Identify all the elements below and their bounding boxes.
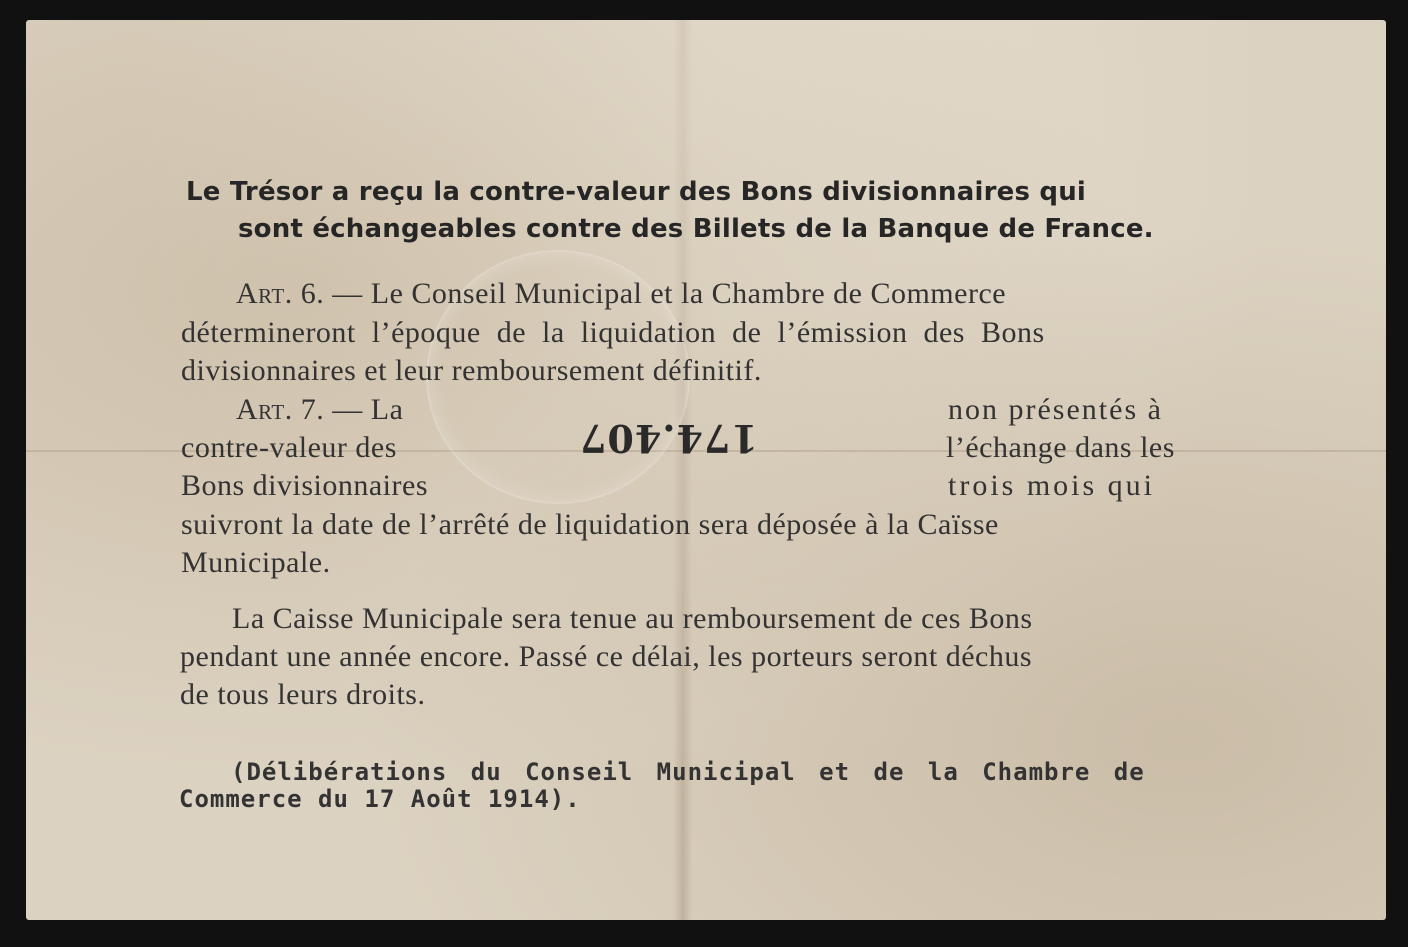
art7-line-4: suivront la date de l’arrêté de liquidation sera déposée à la Caïsse — [181, 508, 999, 541]
art6-line-2: détermineront l’époque de la liquidation de l’émission des Bons — [181, 316, 1045, 349]
footer-line-2: Commerce du 17 Août 1914). — [179, 785, 581, 813]
art6-line-1 — [236, 277, 1006, 311]
serial-number: 174.407 — [579, 416, 758, 461]
art7-right-1: non présentés à — [948, 393, 1163, 426]
header-line-2: sont échangeables contre des Billets de la Banque de France. — [238, 214, 1154, 244]
footer-line-1: (Délibérations du Conseil Municipal et de la Chambre de — [231, 758, 1145, 786]
banknote-reverse — [26, 20, 1386, 920]
art7-line-1-left — [236, 393, 403, 427]
art7-left-3: Bons divisionnaires — [181, 469, 428, 502]
art6-label: Art. 6. — [236, 277, 325, 310]
caisse-line-3: de tous leurs droits. — [180, 678, 426, 711]
caisse-line-1: La Caisse Municipale sera tenue au remboursement de ces Bons — [232, 602, 1033, 635]
header-line-1: Le Trésor a reçu la contre-valeur des Bons divisionnaires qui — [186, 177, 1087, 207]
art6-line-3: divisionnaires et leur remboursement définitif. — [181, 354, 762, 387]
art7-left-2: contre-valeur des — [181, 431, 397, 464]
art7-line-5: Municipale. — [181, 546, 331, 579]
art7-label: Art. 7. — [236, 393, 325, 426]
art7-right-2: l’échange dans les — [946, 431, 1175, 464]
art6-text-1: — Le Conseil Municipal et la Chambre de Commerce — [332, 277, 1007, 310]
art7-right-3: trois mois qui — [948, 469, 1156, 502]
caisse-line-2: pendant une année encore. Passé ce délai, les porteurs seront déchus — [180, 640, 1033, 673]
art7-left-1: — La — [332, 393, 404, 426]
